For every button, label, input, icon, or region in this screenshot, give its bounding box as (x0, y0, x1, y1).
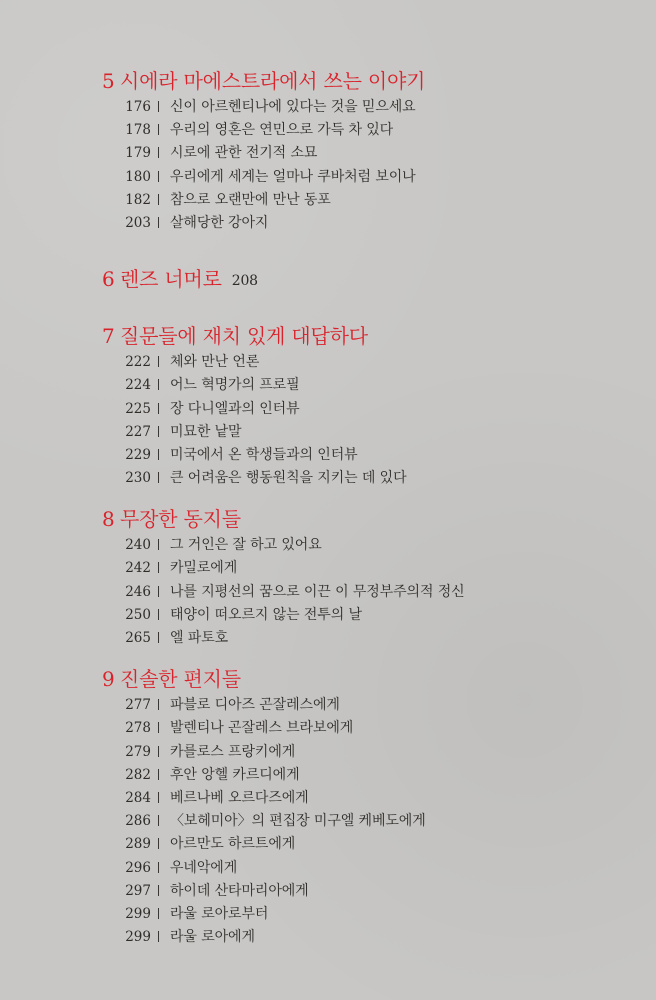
chapter-title: 질문들에 재치 있게 대답하다 (120, 324, 368, 349)
entry-title: 미국에서 온 학생들과의 인터뷰 (170, 446, 358, 463)
table-of-contents (102, 68, 602, 949)
entry-page-number: 242 (125, 560, 151, 577)
chapter-number: 9 (102, 667, 115, 692)
chapter-heading (102, 666, 602, 692)
toc-entry (102, 119, 602, 142)
entry-title: 아르만도 하르트에게 (170, 836, 296, 853)
entry-page-number: 297 (125, 882, 151, 899)
entry-title: 체와 만난 언론 (170, 354, 260, 371)
toc-entry (102, 741, 602, 764)
chapter-heading (102, 266, 602, 294)
entry-title: 나를 지평선의 꿈으로 이끈 이 무정부주의적 정신 (170, 583, 465, 600)
entry-page-number: 203 (125, 214, 151, 231)
toc-entry (102, 903, 602, 926)
entry-title: 카밀로에게 (170, 560, 238, 577)
chapter-heading (102, 506, 602, 532)
separator (158, 426, 163, 437)
separator (158, 539, 163, 550)
entry-title: 장 다니엘과의 인터뷰 (170, 400, 300, 417)
entry-page-number: 176 (125, 99, 151, 115)
chapter-page-number: 208 (231, 273, 258, 290)
entry-page-number: 296 (125, 859, 151, 876)
entry-title: 우리에게 세계는 얼마나 쿠바처럼 보이나 (170, 168, 416, 185)
entry-page-number: 286 (125, 813, 151, 830)
separator (158, 586, 163, 597)
entry-page-number: 246 (125, 583, 151, 600)
separator (158, 609, 163, 620)
entry-title: 그 거인은 잘 하고 있어요 (170, 537, 322, 554)
toc-entry (102, 557, 602, 580)
entry-title: 베르나베 오르다즈에게 (170, 789, 309, 806)
entry-title: 태양이 떠오르지 않는 전투의 날 (170, 606, 362, 623)
entry-title: 라울 로아에게 (170, 929, 255, 946)
toc-entry (102, 444, 602, 467)
entry-page-number: 227 (125, 423, 151, 440)
toc-entry (102, 833, 602, 856)
chapter-title: 시에라 마에스트라에서 쓰는 이야기 (120, 69, 426, 93)
entry-title: 카를로스 프랑키에게 (170, 743, 296, 760)
separator (158, 562, 163, 573)
entry-page-number: 265 (125, 630, 151, 646)
toc-entry (102, 880, 602, 903)
entry-title: 어느 혁명가의 프로필 (170, 377, 300, 394)
separator (158, 699, 163, 710)
entry-page-number: 279 (125, 743, 151, 760)
entry-title: 시로에 관한 전기적 소묘 (170, 145, 318, 162)
toc-entry (102, 467, 602, 490)
chapter-8 (102, 506, 602, 650)
separator (158, 472, 163, 483)
separator (158, 449, 163, 460)
entry-title: 신이 아르헨티나에 있다는 것을 믿으세요 (170, 99, 416, 115)
entry-page-number: 179 (125, 145, 151, 162)
chapter-heading (102, 323, 602, 349)
separator (158, 194, 163, 205)
separator (158, 931, 163, 942)
separator (158, 815, 163, 826)
toc-entry (102, 421, 602, 444)
entry-title: 참으로 오랜만에 만난 동포 (170, 191, 331, 208)
toc-entry (102, 351, 602, 374)
entry-title: 파블로 디아즈 곤잘레스에게 (170, 697, 340, 714)
separator (158, 908, 163, 919)
entry-title: 살해당한 강아지 (170, 214, 269, 231)
entry-page-number: 230 (125, 470, 151, 487)
entry-list (102, 534, 602, 650)
entry-page-number: 178 (125, 122, 151, 139)
chapter-6 (102, 266, 602, 294)
entry-page-number: 299 (125, 929, 151, 946)
entry-page-number: 240 (125, 537, 151, 554)
entry-title: 하이데 산타마리아에게 (170, 882, 309, 899)
separator (158, 746, 163, 757)
chapter-number: 5 (102, 69, 115, 93)
entry-title: 우리의 영혼은 연민으로 가득 차 있다 (170, 122, 394, 139)
separator (158, 632, 163, 643)
toc-entry (102, 810, 602, 833)
chapter-heading (102, 68, 602, 94)
entry-list (102, 694, 602, 949)
toc-entry (102, 926, 602, 949)
entry-title: 후안 앙헬 카르디에게 (170, 766, 300, 783)
entry-page-number: 284 (125, 789, 151, 806)
toc-entry (102, 189, 602, 212)
toc-entry (102, 374, 602, 397)
toc-entry (102, 717, 602, 740)
chapter-number: 8 (102, 507, 115, 532)
entry-page-number: 250 (125, 606, 151, 623)
toc-entry (102, 166, 602, 189)
toc-entry (102, 581, 602, 604)
separator (158, 217, 163, 228)
separator (158, 769, 163, 780)
chapter-7 (102, 323, 602, 490)
separator (158, 379, 163, 390)
separator (158, 885, 163, 896)
entry-page-number: 180 (125, 168, 151, 185)
separator (158, 147, 163, 158)
chapter-title: 렌즈 너머로 (120, 267, 222, 292)
entry-title: 라울 로아로부터 (170, 905, 269, 922)
entry-title: 〈보헤미아〉의 편집장 미구엘 케베도에게 (170, 813, 426, 830)
entry-page-number: 222 (125, 354, 151, 371)
chapter-number: 7 (102, 324, 115, 349)
entry-page-number: 278 (125, 720, 151, 737)
toc-entry (102, 142, 602, 165)
entry-title: 큰 어려움은 행동원칙을 지키는 데 있다 (170, 470, 407, 487)
separator (158, 356, 163, 367)
toc-entry (102, 96, 602, 119)
entry-page-number: 282 (125, 766, 151, 783)
separator (158, 722, 163, 733)
entry-page-number: 229 (125, 446, 151, 463)
chapter-title: 진솔한 편지들 (120, 667, 241, 692)
toc-entry (102, 857, 602, 880)
toc-entry (102, 534, 602, 557)
entry-title: 우네악에게 (170, 859, 238, 876)
entry-page-number: 225 (125, 400, 151, 417)
entry-list (102, 96, 602, 235)
entry-title: 엘 파토호 (170, 630, 229, 646)
toc-entry (102, 627, 602, 650)
toc-entry (102, 212, 602, 235)
separator (158, 403, 163, 414)
separator (158, 101, 163, 112)
chapter-title: 무장한 동지들 (120, 507, 241, 532)
toc-entry (102, 764, 602, 787)
chapter-5 (102, 68, 602, 235)
toc-entry (102, 604, 602, 627)
entry-title: 미묘한 낱말 (170, 423, 242, 440)
separator (158, 838, 163, 849)
entry-list (102, 351, 602, 490)
entry-page-number: 289 (125, 836, 151, 853)
separator (158, 792, 163, 803)
separator (158, 124, 163, 135)
entry-page-number: 182 (125, 191, 151, 208)
chapter-number: 6 (102, 267, 115, 292)
separator (158, 171, 163, 182)
toc-entry (102, 787, 602, 810)
entry-page-number: 224 (125, 377, 151, 394)
toc-entry (102, 694, 602, 717)
chapter-9 (102, 666, 602, 949)
entry-page-number: 299 (125, 905, 151, 922)
entry-title: 발렌티나 곤잘레스 브라보에게 (170, 720, 354, 737)
separator (158, 862, 163, 873)
entry-page-number: 277 (125, 697, 151, 714)
toc-entry (102, 398, 602, 421)
